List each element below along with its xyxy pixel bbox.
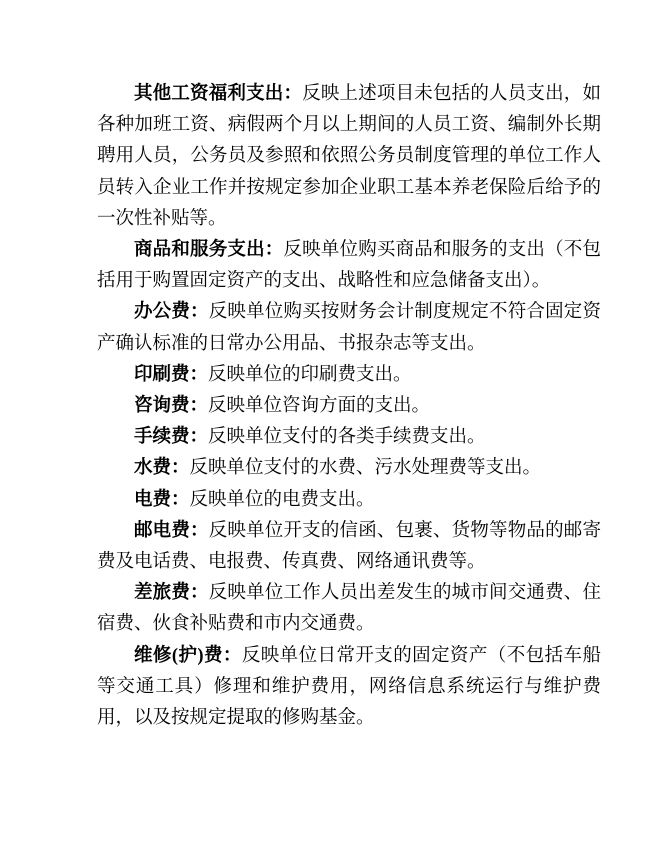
term-description: 反映单位购买按财务会计制度规定不符合固定资产确认标准的日常办公用品、书报杂志等支出。: [97, 302, 601, 354]
term-label: 其他工资福利支出：: [134, 84, 303, 104]
term-description: 反映单位工作人员出差发生的城市间交通费、住宿费、伙食补贴费和市内交通费。: [97, 583, 601, 635]
paragraph-printing-fees: [97, 360, 601, 391]
term-description: 反映单位的印刷费支出。: [208, 364, 412, 385]
term-label: 邮电费：: [134, 520, 209, 541]
term-label: 办公费：: [134, 302, 209, 323]
term-label: 电费：: [134, 489, 190, 510]
term-description: 反映单位咨询方面的支出。: [208, 396, 431, 417]
term-description: 反映单位支付的各类手续费支出。: [208, 427, 486, 448]
term-label: 维修(护)费：: [134, 645, 242, 666]
paragraph-goods-and-services-expenditure: [97, 235, 601, 297]
paragraph-postage-telecom-fees: [97, 516, 601, 578]
paragraph-electricity-fees: [97, 485, 601, 516]
paragraph-water-fees: [97, 453, 601, 484]
term-description: 反映单位开支的信函、包裹、货物等物品的邮寄费及电话费、电报费、传真费、网络通讯费等。: [97, 520, 601, 573]
term-label: 差旅费：: [134, 583, 209, 604]
paragraph-handling-fees: [97, 422, 601, 453]
term-description: 反映单位的电费支出。: [189, 489, 375, 510]
paragraph-office-expenses: [97, 297, 601, 359]
term-label: 水费：: [134, 458, 190, 479]
term-description: 反映单位日常开支的固定资产（不包括车船等交通工具）修理和维护费用，网络信息系统运行与维护费用，以及按规定提取的修购基金。: [97, 645, 601, 729]
term-label: 咨询费：: [134, 396, 209, 417]
paragraph-maintenance-fees: [97, 641, 601, 735]
term-description: 反映上述项目未包括的人员支出，如各种加班工资、病假两个月以上期间的人员工资、编制外长期聘用人员，公务员及参照和依照公务员制度管理的单位工作人员转入企业工作并按规定参加企业职工基本养老保险后给予的一次性补贴等。: [97, 84, 601, 229]
document-text-block: [97, 79, 601, 734]
paragraph-consulting-fees: [97, 391, 601, 422]
paragraph-other-wage-welfare-expenditure: [97, 79, 601, 235]
term-label: 印刷费：: [134, 364, 209, 385]
term-label: 商品和服务支出：: [134, 240, 284, 261]
paragraph-travel-expenses: [97, 578, 601, 640]
term-description: 反映单位购买商品和服务的支出（不包括用于购置固定资产的支出、战略性和应急储备支出）。: [97, 240, 601, 292]
term-description: 反映单位支付的水费、污水处理费等支出。: [189, 458, 542, 479]
term-label: 手续费：: [134, 427, 209, 448]
